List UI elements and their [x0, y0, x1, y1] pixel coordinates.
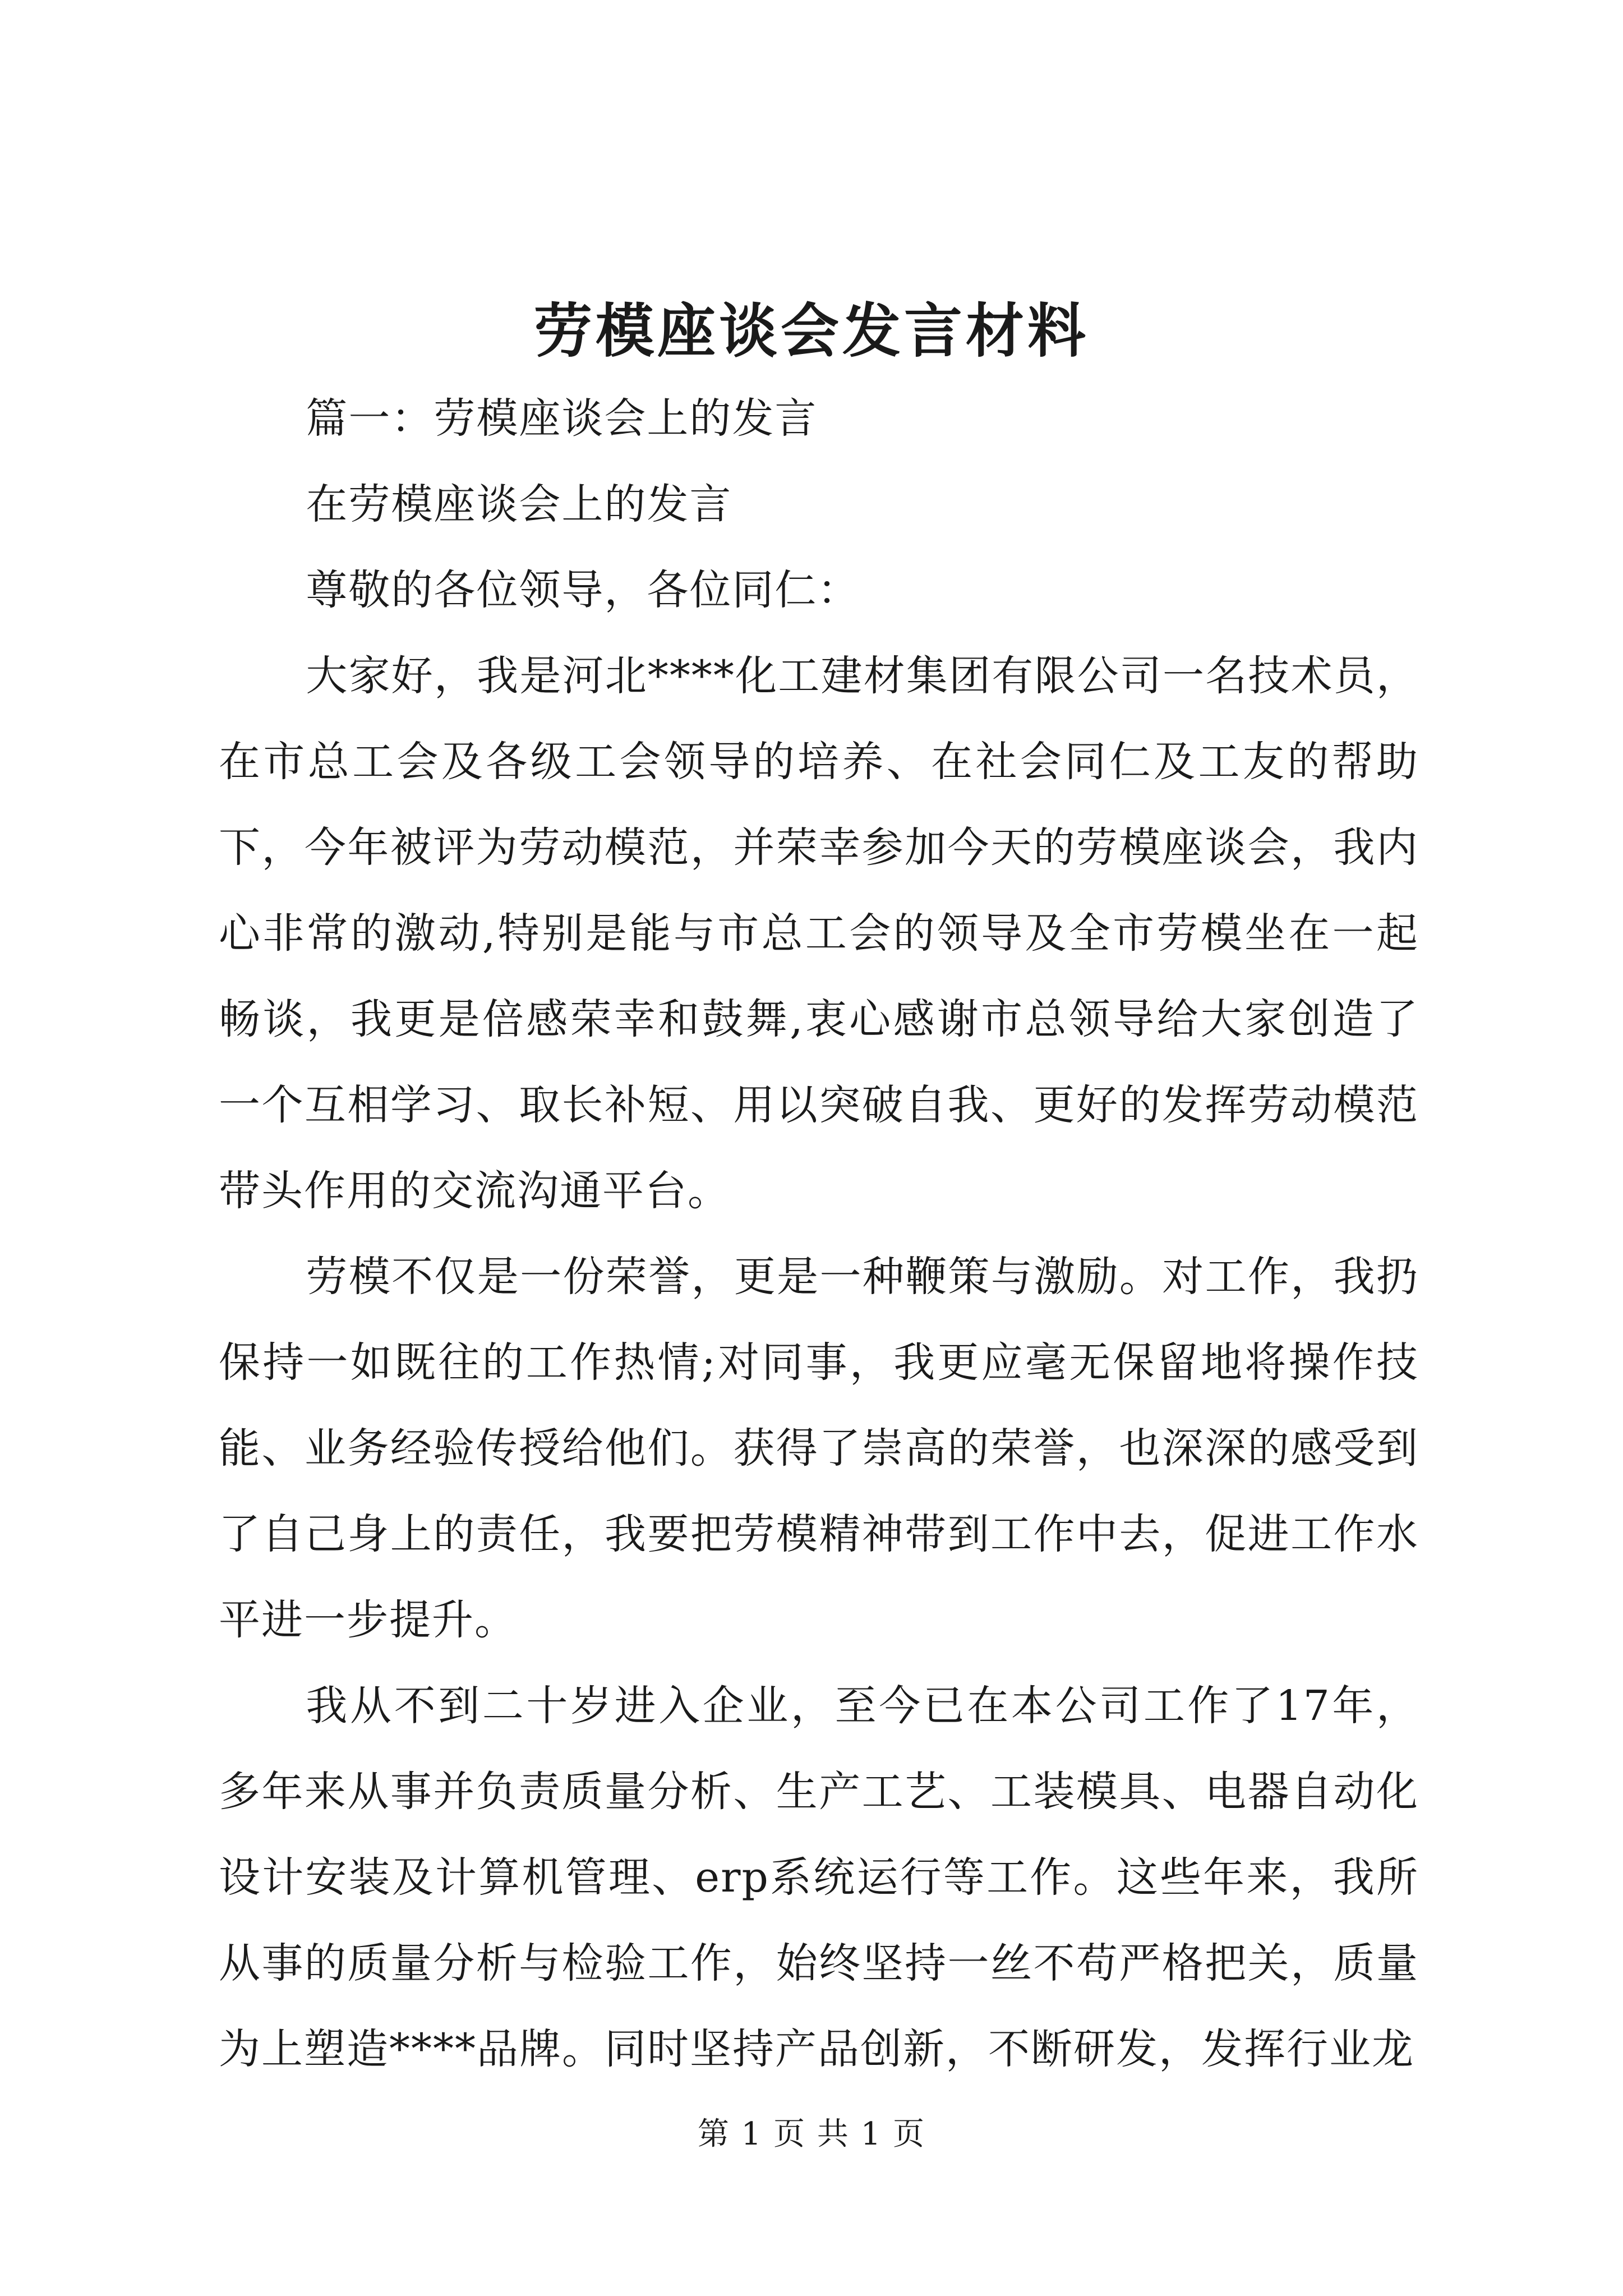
paragraph-section-heading: 篇一：劳模座谈会上的发言: [306, 394, 818, 443]
page-footer: 第 1 页 共 1 页: [697, 2116, 926, 2152]
document-body: [219, 376, 1419, 2092]
paragraph-honor: 劳模不仅是一份荣誉，更是一种鞭策与激励。对工作，我扔保持一如既往的工作热情;对同事，我更应毫无保留地将操作技能、业务经验传授给他们。获得了崇高的荣誉，也深深的感受到了自己身上的责任，我要把劳模精神带到工作中去，促进工作水平进一步提升。: [219, 1253, 1419, 1644]
paragraph-career: 我从不到二十岁进入企业，至今已在本公司工作了17年，多年来从事并负责质量分析、生产工艺、工装模具、电器自动化设计安装及计算机管理、erp系统运行等工作。这些年来，我所从事的质量分析与检验工作，始终坚持一丝不苟严格把关，质量为上塑造****品牌。同时坚持产品创新，不断研发，发挥行业龙: [219, 1682, 1419, 2073]
paragraph-salutation: 尊敬的各位领导，各位同仁：: [306, 566, 860, 614]
paragraph-introduction: 大家好，我是河北****化工建材集团有限公司一名技术员，在市总工会及各级工会领导的培养、在社会同仁及工友的帮助下，今年被评为劳动模范，并荣幸参加今天的劳模座谈会，我内心非常的激动,特别是能与市总工会的领导及全市劳模坐在一起畅谈，我更是倍感荣幸和鼓舞,衷心感谢市总领导给大家创造了一个互相学习、取长补短、用以突破自我、更好的发挥劳动模范带头作用的交流沟通平台。: [219, 652, 1419, 1215]
document-title: 劳模座谈会发言材料: [533, 296, 1089, 365]
paragraph-speech-title: 在劳模座谈会上的发言: [306, 480, 732, 528]
